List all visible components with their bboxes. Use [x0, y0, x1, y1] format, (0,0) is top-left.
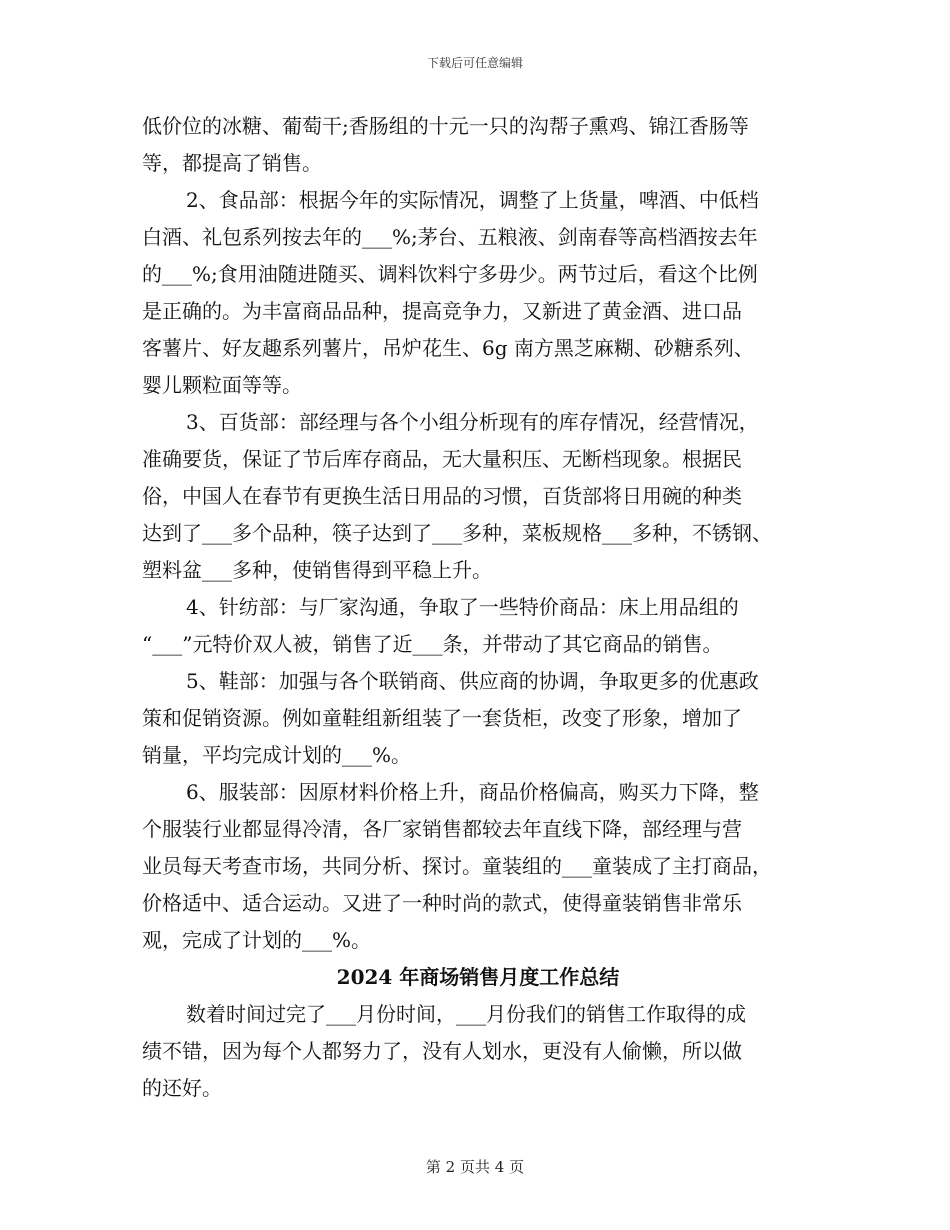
body-line: 策和促销资源。例如童鞋组新组装了一套货柜，改变了形象，增加了 [142, 706, 742, 730]
body-line: 的___%;食用油随进随买、调料饮料宁多毋少。两节过后，看这个比例 [142, 262, 758, 286]
body-line: 3、百货部：部经理与各个小组分析现有的库存情况，经营情况， [186, 410, 759, 434]
body-line: 5、鞋部：加强与各个联销商、供应商的协调，争取更多的优惠政 [186, 669, 759, 693]
page-number: 第 2 页共 4 页 [425, 1158, 525, 1176]
body-line: 白酒、礼包系列按去年的___%;茅台、五粮液、剑南春等高档酒按去年 [142, 225, 758, 249]
body-line: 客薯片、好友趣系列薯片，吊炉花生、6g 南方黑芝麻糊、砂糖系列、 [142, 336, 754, 360]
body-line: 业员每天考查市场，共同分析、探讨。童装组的___童装成了主打商品， [142, 854, 772, 878]
body-line: 销量，平均完成计划的___%。 [142, 743, 412, 767]
body-line: 是正确的。为丰富商品品种，提高竞争力，又新进了黄金酒、进口品 [142, 299, 742, 323]
body-line: 6、服装部：因原材料价格上升，商品价格偏高，购买力下降，整 [186, 780, 759, 804]
body-line: 个服装行业都显得冷清，各厂家销售都较去年直线下降，部经理与营 [142, 817, 742, 841]
document-body [142, 108, 814, 1107]
body-line: 低价位的冰糖、葡萄干;香肠组的十元一只的沟帮子熏鸡、锦江香肠等 [142, 114, 749, 138]
body-line: 数着时间过完了___月份时间，___月份我们的销售工作取得的成 [186, 1002, 746, 1026]
section-title: 2024 年商场销售月度工作总结 [336, 965, 620, 989]
body-line: 绩不错，因为每个人都努力了，没有人划水，更没有人偷懒，所以做 [142, 1039, 742, 1063]
body-line: “___”元特价双人被，销售了近___条，并带动了其它商品的销售。 [142, 632, 723, 656]
body-line: 观，完成了计划的___%。 [142, 928, 372, 952]
body-line: 2、食品部：根据今年的实际情况，调整了上货量，啤酒、中低档 [186, 188, 759, 212]
page-header: 下载后可任意编辑 [426, 56, 523, 70]
body-line: 的还好。 [142, 1076, 222, 1100]
body-line: 4、针纺部：与厂家沟通，争取了一些特价商品：床上用品组的 [186, 595, 739, 619]
body-line: 准确要货，保证了节后库存商品，无大量积压、无断档现象。根据民 [142, 447, 742, 471]
body-line: 婴儿颗粒面等等。 [142, 373, 302, 397]
body-line: 俗，中国人在春节有更换生活日用品的习惯，百货部将日用碗的种类 [142, 484, 742, 508]
body-line: 等，都提高了销售。 [142, 151, 322, 175]
body-line: 价格适中、适合运动。又进了一种时尚的款式，使得童装销售非常乐 [142, 891, 742, 915]
body-line: 塑料盆___多种，使销售得到平稳上升。 [142, 558, 492, 582]
body-line: 达到了___多个品种，筷子达到了___多种，菜板规格___多种，不锈钢、 [142, 521, 772, 545]
